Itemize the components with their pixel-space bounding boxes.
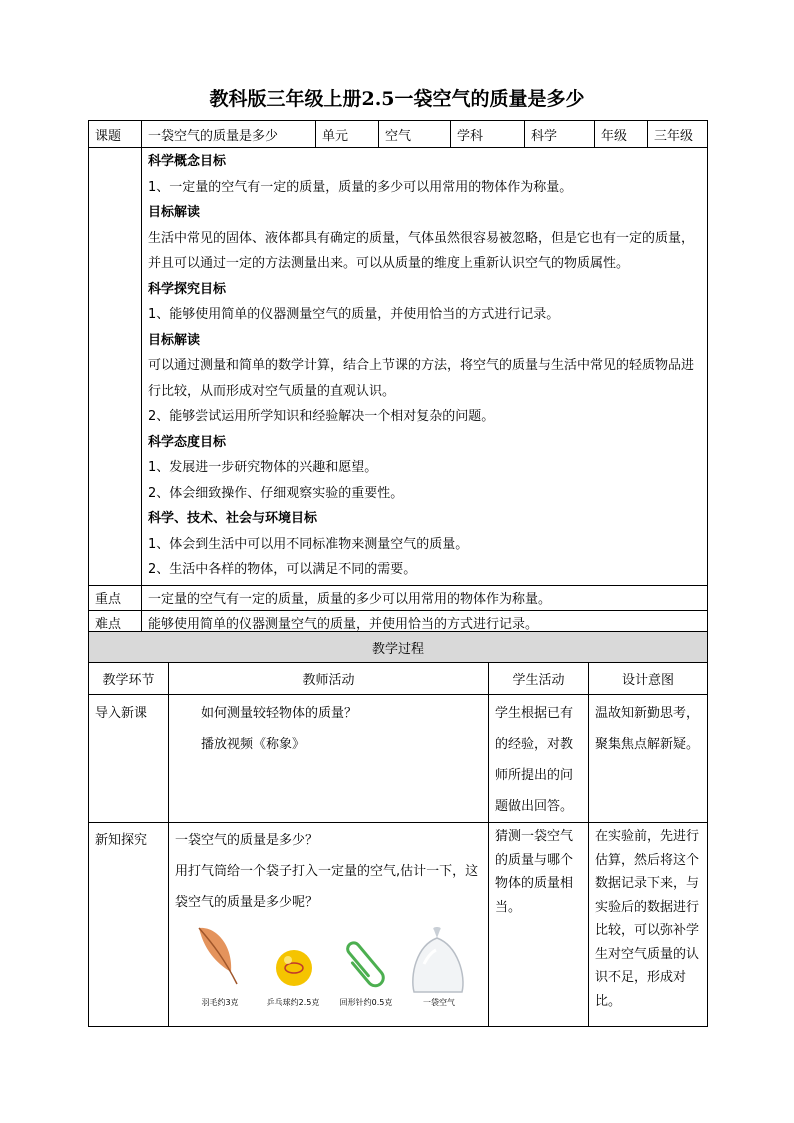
topic-label: 课题 (89, 121, 142, 148)
difficulty-label: 难点 (89, 610, 142, 635)
process-title: 教学过程 (89, 632, 708, 663)
key-point-text: 一定量的空气有一定的质量，质量的多少可以用常用的物体作为称量。 (142, 585, 708, 610)
document-title: 教科版三年级上册2.5一袋空气的质量是多少 (209, 88, 585, 110)
objective-text: 2、体会细致操作、仔细观察实验的重要性。 (148, 485, 404, 501)
objective-text: 1、一定量的空气有一定的质量，质量的多少可以用常用的物体作为称量。 (148, 179, 573, 195)
subject-value: 科学 (525, 121, 595, 148)
ping-pong-ball-image (258, 920, 328, 1008)
info-objectives-table (88, 120, 708, 636)
objective-text: 1、发展进一步研究物体的兴趣和愿望。 (148, 460, 378, 475)
explore-intent: 在实验前，先进行估算，然后将这个数据记录下来，与实验后的数据进行比较，可以弥补学生对空气质量的认识不足，形成对比。 (589, 823, 708, 1027)
weight-comparison-images (175, 920, 482, 1008)
objective-text: 可以通过测量和简单的数学计算，结合上节课的方法，将空气的质量与生活中常见的轻质物品进行比较，从而形成对空气质量的直观认识。 (148, 358, 695, 399)
air-bag-image (404, 920, 474, 1008)
unit-label: 单元 (316, 121, 379, 148)
intro-stage: 导入新课 (89, 695, 169, 823)
subject-label: 学科 (451, 121, 525, 148)
feather-icon (185, 920, 255, 994)
objective-heading-interpretation: 目标解读 (148, 332, 201, 348)
process-table (88, 631, 708, 1027)
objective-text: 生活中常见的固体、液体都具有确定的质量，气体虽然很容易被忽略，但是它也有一定的质量，并且可以通过一定的方法测量出来。可以从质量的维度上重新认识空气的物质属性。 (148, 230, 695, 271)
intro-row (89, 695, 708, 823)
objective-text: 1、体会到生活中可以用不同标准物来测量空气的质量。 (148, 536, 469, 552)
explore-teacher-cell (169, 823, 489, 1027)
paper-clip-icon (331, 920, 401, 994)
topic-value: 一袋空气的质量是多少 (142, 121, 316, 148)
grade-value: 三年级 (648, 121, 708, 148)
objective-text: 1、能够使用简单的仪器测量空气的质量，并使用恰当的方式进行记录。 (148, 307, 560, 322)
intro-student: 学生根据已有的经验，对教师所提出的问题做出回答。 (489, 695, 589, 823)
intro-teacher-video: 播放视频《称象》 (201, 737, 306, 752)
paper-clip-image (331, 920, 401, 1008)
unit-value: 空气 (379, 121, 451, 148)
intro-teacher-question: 如何测量较轻物体的质量？ (201, 706, 358, 721)
objective-heading-interpretation: 目标解读 (148, 205, 201, 220)
objective-text: 2、生活中各样的物体，可以满足不同的需要。 (148, 562, 417, 577)
column-header: 学生活动 (489, 663, 589, 695)
air-bag-icon (404, 920, 474, 994)
column-header: 教师活动 (169, 663, 489, 695)
caption: 一袋空气 (423, 998, 455, 1007)
objective-heading-concept: 科学概念目标 (148, 154, 227, 169)
caption: 羽毛约3克 (201, 998, 239, 1007)
explore-row (89, 823, 708, 1027)
objectives-label-cell (89, 148, 142, 586)
caption: 回形针约0.5克 (339, 998, 393, 1007)
grade-label: 年级 (595, 121, 648, 148)
caption: 乒乓球约2.5克 (266, 998, 320, 1007)
objectives-row (89, 148, 708, 586)
process-header-row (89, 663, 708, 695)
column-header: 教学环节 (89, 663, 169, 695)
column-header: 设计意图 (589, 663, 708, 695)
objective-heading-attitude: 科学态度目标 (148, 434, 227, 450)
objective-text: 2、能够尝试运用所学知识和经验解决一个相对复杂的问题。 (148, 409, 495, 424)
key-point-row (89, 585, 708, 610)
ping-pong-ball-icon (258, 920, 328, 994)
explore-stage: 新知探究 (89, 823, 169, 1027)
objective-heading-stse: 科学、技术、社会与环境目标 (148, 511, 318, 526)
difficulty-text: 能够使用简单的仪器测量空气的质量，并使用恰当的方式进行记录。 (142, 610, 708, 635)
objective-heading-inquiry: 科学探究目标 (148, 281, 227, 297)
explore-teacher-question: 一袋空气的质量是多少？ (175, 833, 319, 848)
key-point-label: 重点 (89, 585, 142, 610)
intro-intent: 温故知新勤思考，聚集焦点解新疑。 (589, 695, 708, 823)
explore-teacher-text: 用打气筒给一个袋子打入一定量的空气,估计一下，这袋空气的质量是多少呢？ (175, 864, 479, 910)
intro-teacher-cell (169, 695, 489, 823)
objectives-cell (142, 148, 708, 586)
feather-image (185, 920, 255, 1008)
explore-student: 猜测一袋空气的质量与哪个物体的质量相当。 (489, 823, 589, 1027)
info-row (89, 121, 708, 148)
